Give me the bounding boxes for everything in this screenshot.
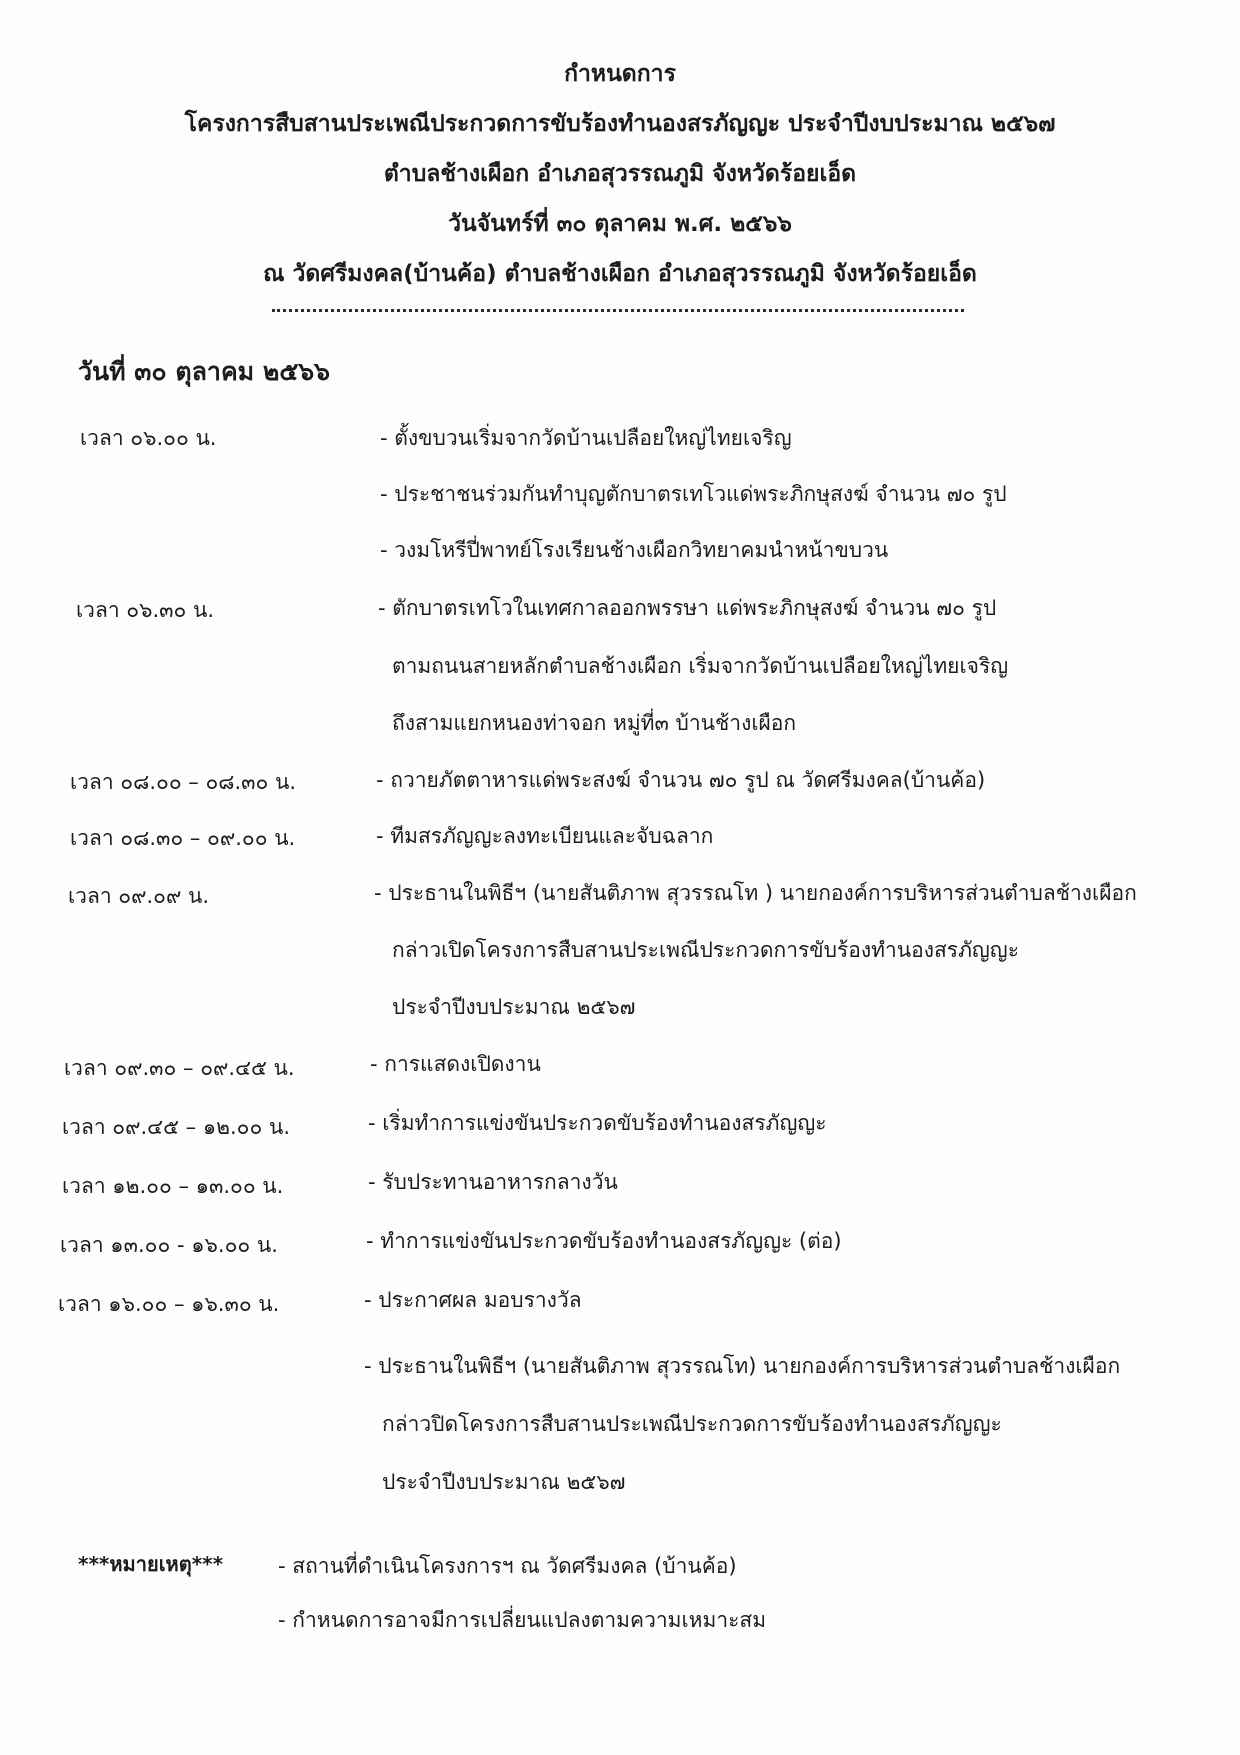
- project-name: โครงการสืบสานประเพณีประกวดการขับร้องทำนองสรภัญญะ ประจำปีงบประมาณ ๒๕๖๗: [184, 111, 1056, 137]
- schedule-activity: ตามถนนสายหลักตำบลช้างเผือก เริ่มจากวัดบ้านเปลือยใหญ่ไทยเจริญ: [392, 654, 1009, 678]
- schedule-time: เวลา ๐๖.๓๐ น.: [76, 598, 215, 622]
- schedule-time: เวลา ๐๘.๐๐ – ๐๘.๓๐ น.: [70, 770, 297, 794]
- schedule-activity: - ตักบาตรเทโวในเทศกาลออกพรรษา แด่พระภิกษุสงฆ์ จำนวน ๗๐ รูป: [378, 596, 997, 620]
- schedule-activity: - วงมโหรีปี่พาทย์โรงเรียนช้างเผือกวิทยาคมนำหน้าขบวน: [380, 538, 889, 562]
- schedule-time: เวลา ๐๖.๐๐ น.: [80, 426, 217, 450]
- schedule-time: เวลา ๑๖.๐๐ – ๑๖.๓๐ น.: [58, 1292, 280, 1316]
- schedule-activity: - ประธานในพิธีฯ (นายสันติภาพ สุวรรณโท) นายกองค์การบริหารส่วนตำบลช้างเผือก: [364, 1354, 1121, 1378]
- schedule-activity: กล่าวเปิดโครงการสืบสานประเพณีประกวดการขับร้องทำนองสรภัญญะ: [392, 938, 1019, 962]
- schedule-time: เวลา ๑๒.๐๐ – ๑๓.๐๐ น.: [62, 1174, 284, 1198]
- document-title: กำหนดการ: [564, 61, 676, 87]
- schedule-activity: - ประชาชนร่วมกันทำบุญตักบาตรเทโวแด่พระภิกษุสงฆ์ จำนวน ๗๐ รูป: [380, 482, 1007, 506]
- schedule-activity: - ทีมสรภัญญะลงทะเบียนและจับฉลาก: [376, 824, 714, 848]
- schedule-activity: - ทำการแข่งขันประกวดขับร้องทำนองสรภัญญะ (ต่อ): [366, 1229, 842, 1253]
- schedule-activity: - ประกาศผล มอบรางวัล: [364, 1288, 582, 1312]
- remark-item: - สถานที่ดำเนินโครงการฯ ณ วัดศรีมงคล (บ้านค้อ): [278, 1554, 737, 1578]
- schedule-activity: - ถวายภัตตาหารแด่พระสงฆ์ จำนวน ๗๐ รูป ณ วัดศรีมงคล(บ้านค้อ): [376, 768, 986, 792]
- schedule-activity: ถึงสามแยกหนองท่าจอก หมู่ที่๓ บ้านช้างเผือก: [392, 711, 797, 735]
- schedule-time: เวลา ๐๙.๐๙ น.: [68, 884, 210, 908]
- schedule-time: เวลา ๐๙.๔๕ – ๑๒.๐๐ น.: [62, 1115, 291, 1139]
- schedule-activity: ประจำปีงบประมาณ ๒๕๖๗: [382, 1470, 626, 1494]
- event-venue: ณ วัดศรีมงคล(บ้านค้อ) ตำบลช้างเผือก อำเภอสุวรรณภูมิ จังหวัดร้อยเอ็ด: [263, 261, 977, 287]
- schedule-activity: ประจำปีงบประมาณ ๒๕๖๗: [392, 995, 636, 1019]
- schedule-activity: - รับประทานอาหารกลางวัน: [368, 1170, 618, 1194]
- event-date: วันจันทร์ที่ ๓๐ ตุลาคม พ.ศ. ๒๕๖๖: [448, 211, 792, 237]
- project-location: ตำบลช้างเผือก อำเภอสุวรรณภูมิ จังหวัดร้อยเอ็ด: [383, 161, 857, 187]
- schedule-activity: - เริ่มทำการแข่งขันประกวดขับร้องทำนองสรภัญญะ: [368, 1111, 827, 1135]
- schedule-time: เวลา ๐๘.๓๐ – ๐๙.๐๐ น.: [70, 826, 296, 850]
- schedule-time: เวลา ๑๓.๐๐ - ๑๖.๐๐ น.: [60, 1233, 278, 1257]
- schedule-date-heading: วันที่ ๓๐ ตุลาคม ๒๕๖๖: [78, 357, 331, 386]
- schedule-activity: - ตั้งขบวนเริ่มจากวัดบ้านเปลือยใหญ่ไทยเจริญ: [380, 426, 792, 450]
- schedule-activity: กล่าวปิดโครงการสืบสานประเพณีประกวดการขับร้องทำนองสรภัญญะ: [382, 1412, 1002, 1436]
- schedule-activity: - การแสดงเปิดงาน: [370, 1052, 541, 1076]
- remarks-label: ***หมายเหตุ***: [78, 1552, 224, 1576]
- schedule-activity: - ประธานในพิธีฯ (นายสันติภาพ สุวรรณโท ) นายกองค์การบริหารส่วนตำบลช้างเผือก: [374, 881, 1137, 905]
- remark-item: - กำหนดการอาจมีการเปลี่ยนแปลงตามความเหมาะสม: [278, 1608, 767, 1632]
- schedule-time: เวลา ๐๙.๓๐ – ๐๙.๔๕ น.: [64, 1056, 295, 1080]
- dotted-divider: [272, 309, 964, 312]
